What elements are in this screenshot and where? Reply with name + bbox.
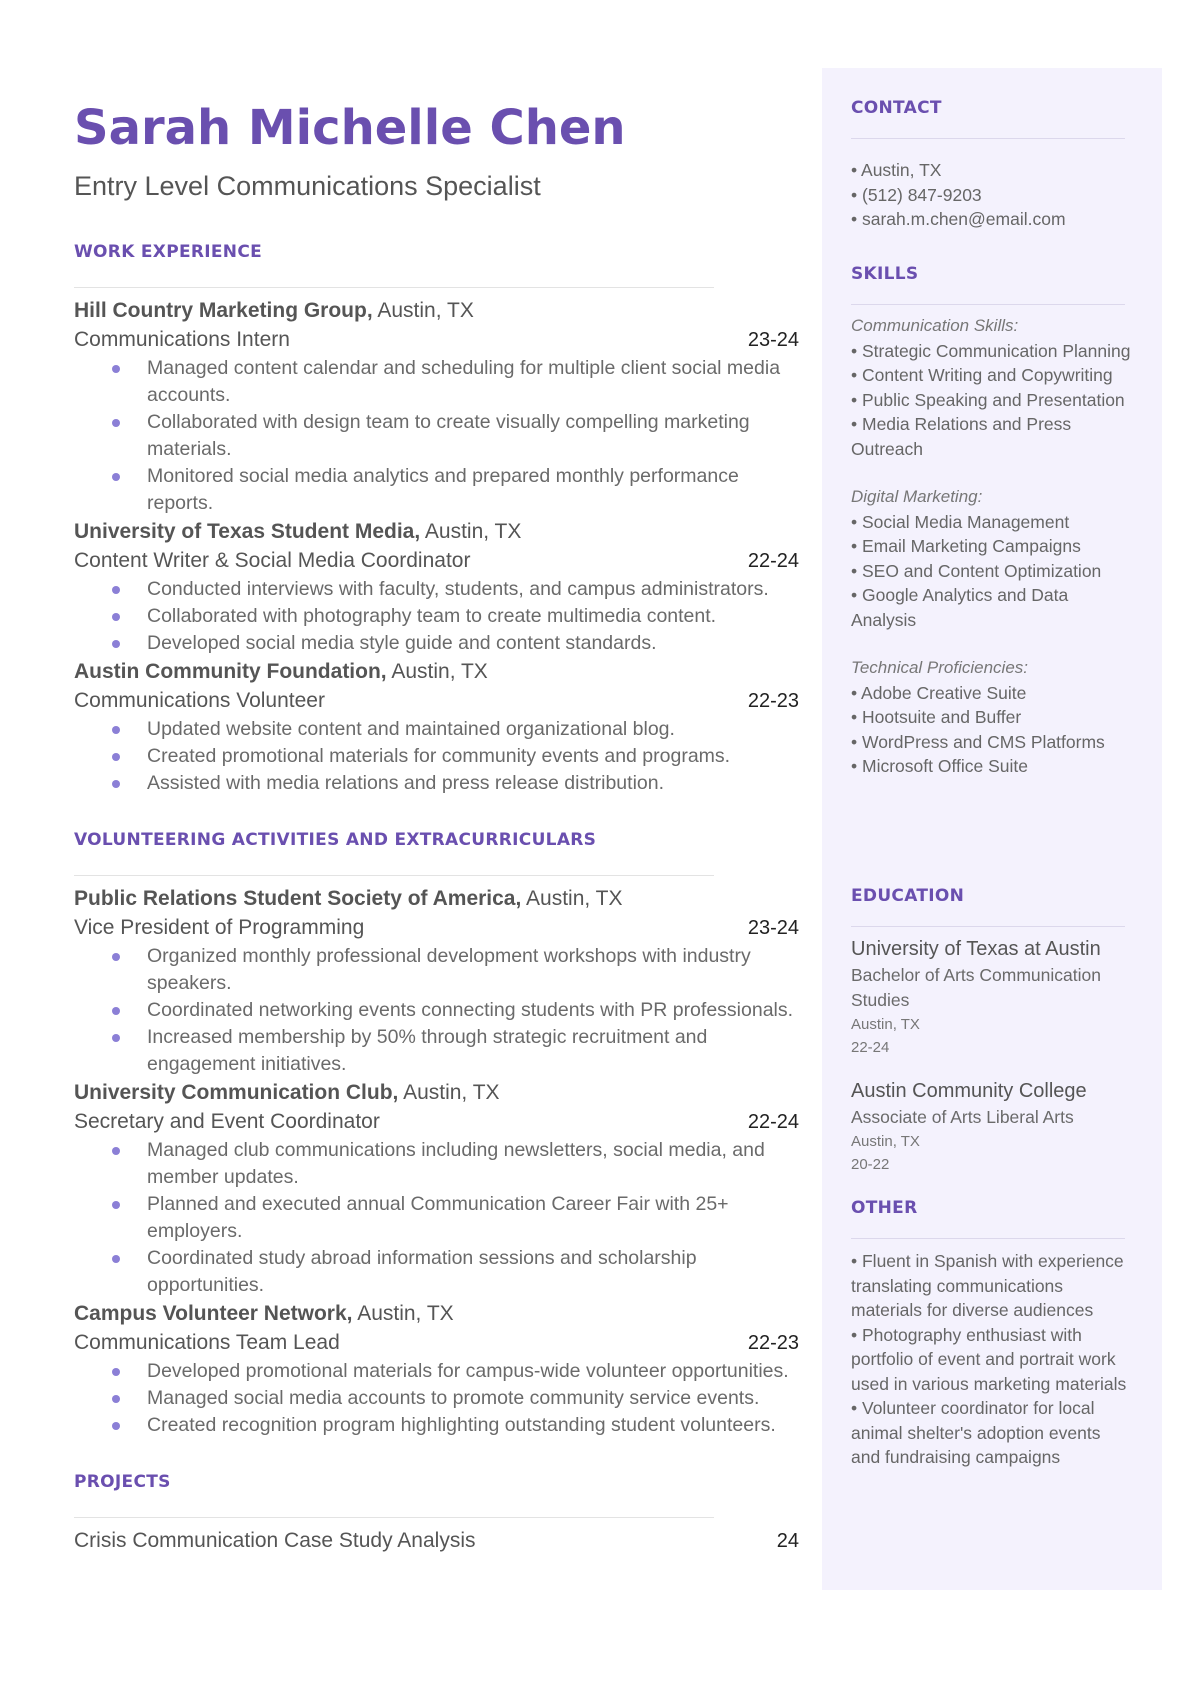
experience-entry — [74, 657, 799, 797]
role-date: 22-24 — [747, 550, 799, 572]
bullet-dot-icon — [112, 726, 120, 734]
edu-location: Austin, TX — [851, 1016, 920, 1033]
education-section — [851, 886, 1131, 1176]
contact-email[interactable]: • sarah.m.chen@email.com — [851, 209, 1066, 229]
bullet-text: Managed content calendar and scheduling for multiple client social media accounts. — [147, 357, 781, 406]
skill-group — [851, 656, 1131, 779]
other-heading: OTHER — [851, 1198, 918, 1218]
sidebar — [822, 68, 1162, 1590]
bullet-dot-icon — [112, 953, 120, 961]
org-name: University of Texas Student Media, — [74, 520, 421, 543]
bullet-item — [74, 1412, 799, 1439]
other-item: • Volunteer coordinator for local animal shelter's adoption events and fundraising campaigns — [851, 1398, 1101, 1467]
bullet-text: Planned and executed annual Communication Career Fair with 25+ employers. — [147, 1193, 729, 1242]
bullet-text: Assisted with media relations and press release distribution. — [147, 772, 665, 794]
other-list — [851, 1249, 1131, 1470]
divider — [74, 287, 714, 288]
org-name: University Communication Club, — [74, 1081, 399, 1104]
role-title: Vice President of Programming — [74, 916, 365, 939]
experience-entry — [74, 1299, 799, 1439]
experience-entry — [74, 1078, 799, 1299]
org-location: Austin, TX — [424, 520, 522, 543]
bullet-dot-icon — [112, 613, 120, 621]
org-line — [74, 884, 799, 913]
bullet-item — [74, 1385, 799, 1412]
bullet-text: Coordinated study abroad information sessions and scholarship opportunities. — [147, 1247, 697, 1296]
bullet-dot-icon — [112, 1368, 120, 1376]
other-item: • Photography enthusiast with portfolio of event and portrait work used in various marketing materials — [851, 1324, 1127, 1394]
bullet-text: Managed social media accounts to promote community service events. — [147, 1387, 760, 1409]
edu-degree: Bachelor of Arts Communication Studies — [851, 965, 1101, 1010]
skill-item: • Adobe Creative Suite — [851, 682, 1027, 703]
skill-item: • Public Speaking and Presentation — [851, 389, 1125, 410]
project-date: 24 — [776, 1530, 799, 1552]
bullet-item — [74, 770, 799, 797]
org-location: Austin, TX — [377, 299, 474, 322]
bullet-dot-icon — [112, 1007, 120, 1015]
bullet-text: Organized monthly professional development workshops with industry speakers. — [147, 945, 751, 994]
contact-heading: CONTACT — [851, 98, 942, 118]
experience-entry — [74, 296, 799, 517]
role-line — [74, 913, 799, 943]
bullet-item — [74, 576, 799, 603]
main-column — [74, 92, 799, 1556]
bullet-list — [74, 943, 799, 1078]
bullet-item — [74, 463, 799, 517]
bullet-dot-icon — [112, 1395, 120, 1403]
divider — [74, 875, 714, 876]
other-item: • Fluent in Spanish with experience translating communications materials for diverse audiences — [851, 1251, 1124, 1320]
bullet-dot-icon — [112, 1422, 120, 1430]
volunteer-section — [74, 830, 799, 1439]
org-name: Campus Volunteer Network, — [74, 1302, 353, 1325]
skill-list — [851, 510, 1131, 633]
role-title: Secretary and Event Coordinator — [74, 1110, 380, 1133]
bullet-dot-icon — [112, 419, 120, 427]
skill-item: • Email Marketing Campaigns — [851, 536, 1081, 556]
skill-item: • Strategic Communication Planning — [851, 340, 1131, 361]
skill-item: • Social Media Management — [851, 511, 1070, 532]
bullet-text: Monitored social media analytics and prepared monthly performance reports. — [147, 465, 739, 514]
bullet-item — [74, 716, 799, 743]
org-location: Austin, TX — [526, 887, 623, 910]
org-line — [74, 1299, 799, 1328]
contact-phone: • (512) 847-9203 — [851, 184, 982, 205]
bullet-list — [74, 1137, 799, 1299]
role-date: 23-24 — [747, 329, 799, 351]
edu-years: 22-24 — [851, 1039, 890, 1056]
bullet-item — [74, 743, 799, 770]
skill-category: Communication Skills: — [851, 316, 1019, 335]
org-name: Austin Community Foundation, — [74, 660, 387, 683]
bullet-text: Created promotional materials for community events and programs. — [147, 745, 731, 767]
bullet-dot-icon — [112, 365, 120, 373]
projects-heading: PROJECTS — [74, 1472, 171, 1492]
role-date: 22-23 — [747, 690, 799, 712]
role-line — [74, 686, 799, 716]
role-date: 23-24 — [747, 917, 799, 939]
education-heading: EDUCATION — [851, 886, 965, 906]
work-heading: WORK EXPERIENCE — [74, 242, 263, 262]
role-date: 22-24 — [747, 1111, 799, 1133]
org-location: Austin, TX — [403, 1081, 500, 1104]
bullet-text: Coordinated networking events connecting students with PR professionals. — [147, 999, 794, 1021]
role-date: 22-23 — [747, 1332, 799, 1354]
edu-degree: Associate of Arts Liberal Arts — [851, 1107, 1074, 1127]
skill-group — [851, 485, 1131, 632]
experience-entry — [74, 517, 799, 657]
bullet-text: Increased membership by 50% through strategic recruitment and engagement initiatives. — [147, 1026, 708, 1075]
bullet-text: Developed promotional materials for campus-wide volunteer opportunities. — [147, 1360, 789, 1382]
role-title: Communications Volunteer — [74, 689, 325, 712]
project-item — [74, 1526, 799, 1556]
bullet-dot-icon — [112, 1034, 120, 1042]
contact-section — [851, 98, 1131, 232]
bullet-text: Created recognition program highlighting outstanding student volunteers. — [147, 1414, 776, 1436]
role-title: Content Writer & Social Media Coordinator — [74, 549, 471, 572]
bullet-item — [74, 603, 799, 630]
org-line — [74, 517, 799, 546]
skill-list — [851, 339, 1131, 462]
role-line — [74, 1107, 799, 1137]
job-title: Entry Level Communications Specialist — [74, 171, 541, 201]
bullet-text: Collaborated with photography team to create multimedia content. — [147, 605, 717, 627]
experience-entry — [74, 884, 799, 1078]
bullet-item — [74, 355, 799, 409]
projects-section — [74, 1472, 799, 1556]
bullet-dot-icon — [112, 586, 120, 594]
org-line — [74, 296, 799, 325]
role-line — [74, 546, 799, 576]
edu-school: University of Texas at Austin — [851, 938, 1101, 960]
role-title: Communications Team Lead — [74, 1331, 340, 1354]
bullet-list — [74, 1358, 799, 1439]
divider — [851, 1238, 1125, 1239]
bullet-item — [74, 1191, 799, 1245]
bullet-list — [74, 576, 799, 657]
skill-item: • Media Relations and Press Outreach — [851, 414, 1072, 459]
bullet-item — [74, 630, 799, 657]
person-name: Sarah Michelle Chen — [74, 100, 626, 156]
org-location: Austin, TX — [391, 660, 488, 683]
divider — [74, 1517, 714, 1518]
bullet-item — [74, 997, 799, 1024]
bullet-item — [74, 1137, 799, 1191]
edu-years: 20-22 — [851, 1156, 890, 1173]
bullet-dot-icon — [112, 1147, 120, 1155]
bullet-dot-icon — [112, 473, 120, 481]
skill-item: • Microsoft Office Suite — [851, 756, 1028, 776]
divider — [851, 304, 1125, 305]
skill-item: • Google Analytics and Data Analysis — [851, 585, 1069, 630]
role-line — [74, 325, 799, 355]
bullet-text: Developed social media style guide and content standards. — [147, 632, 657, 654]
bullet-list — [74, 355, 799, 517]
skill-item: • Hootsuite and Buffer — [851, 707, 1022, 727]
edu-location: Austin, TX — [851, 1133, 920, 1150]
project-title: Crisis Communication Case Study Analysis — [74, 1529, 476, 1552]
bullet-text: Managed club communications including newsletters, social media, and member updates. — [147, 1139, 765, 1188]
bullet-dot-icon — [112, 780, 120, 788]
divider — [851, 138, 1125, 139]
bullet-item — [74, 943, 799, 997]
bullet-dot-icon — [112, 1255, 120, 1263]
bullet-item — [74, 1358, 799, 1385]
divider — [851, 926, 1125, 927]
edu-school: Austin Community College — [851, 1080, 1087, 1102]
org-location: Austin, TX — [357, 1302, 454, 1325]
bullet-item — [74, 1245, 799, 1299]
education-item — [851, 1077, 1131, 1176]
bullet-item — [74, 409, 799, 463]
role-line — [74, 1328, 799, 1358]
bullet-dot-icon — [112, 753, 120, 761]
bullet-dot-icon — [112, 1201, 120, 1209]
role-title: Communications Intern — [74, 328, 290, 351]
skills-section — [851, 264, 1131, 779]
volunteer-heading: VOLUNTEERING ACTIVITIES AND EXTRACURRICULARS — [74, 830, 597, 850]
bullet-list — [74, 716, 799, 797]
skill-list — [851, 681, 1131, 779]
skill-item: • SEO and Content Optimization — [851, 560, 1102, 581]
bullet-text: Updated website content and maintained organizational blog. — [147, 718, 675, 740]
org-line — [74, 657, 799, 686]
bullet-text: Collaborated with design team to create visually compelling marketing materials. — [147, 411, 750, 460]
skill-category: Technical Proficiencies: — [851, 658, 1029, 677]
education-item — [851, 935, 1131, 1059]
org-name: Hill Country Marketing Group, — [74, 299, 373, 322]
other-section — [851, 1198, 1131, 1470]
contact-list — [851, 158, 1131, 232]
skills-heading: SKILLS — [851, 264, 919, 284]
skill-item: • WordPress and CMS Platforms — [851, 731, 1105, 752]
skill-group — [851, 314, 1131, 461]
contact-location: • Austin, TX — [851, 160, 942, 180]
bullet-dot-icon — [112, 640, 120, 648]
skill-category: Digital Marketing: — [851, 487, 983, 506]
work-section — [74, 242, 799, 797]
org-name: Public Relations Student Society of America, — [74, 887, 522, 910]
bullet-item — [74, 1024, 799, 1078]
skill-item: • Content Writing and Copywriting — [851, 365, 1113, 385]
org-line — [74, 1078, 799, 1107]
bullet-text: Conducted interviews with faculty, students, and campus administrators. — [147, 578, 769, 600]
